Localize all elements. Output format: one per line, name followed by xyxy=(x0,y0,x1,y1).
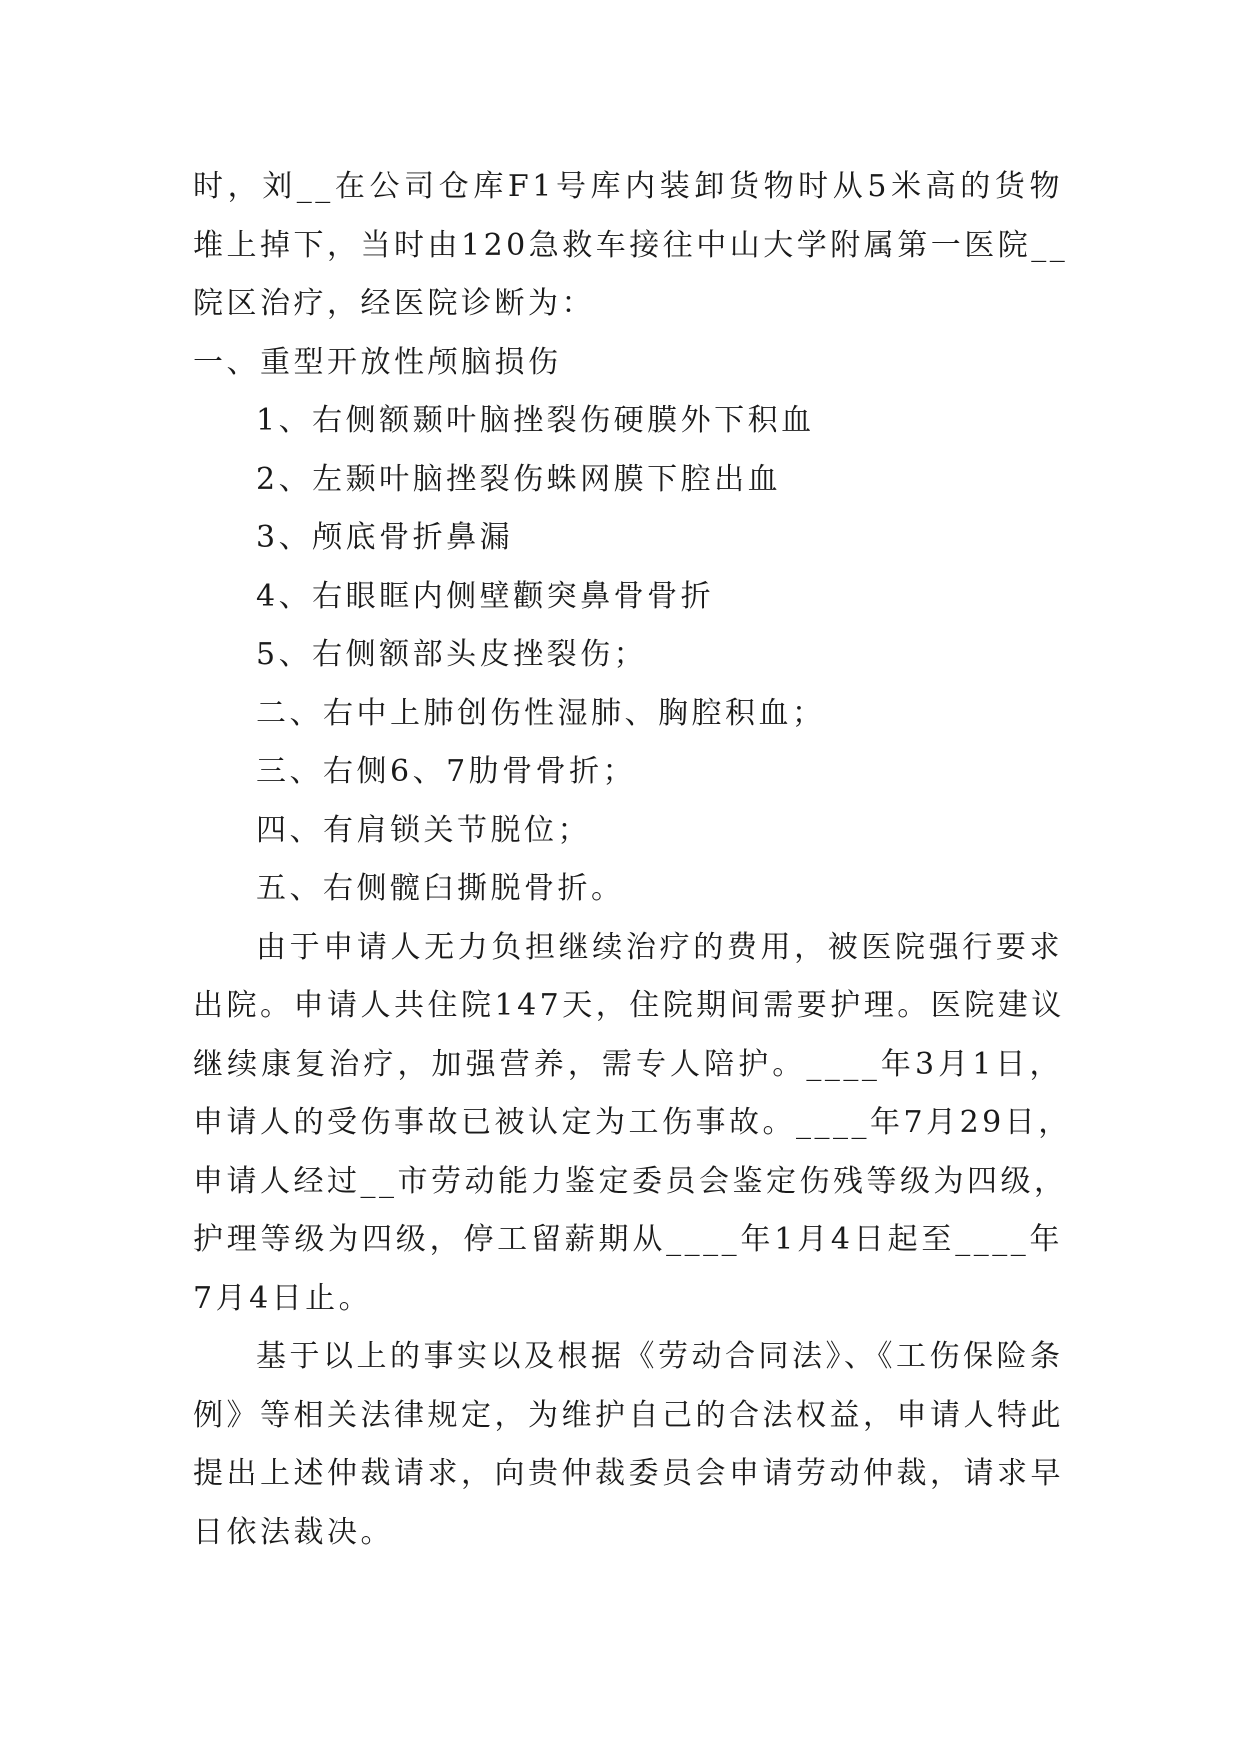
paragraph-line: 出院。申请人共住院147天，住院期间需要护理。医院建议 xyxy=(193,988,1065,1023)
paragraph-line: 提出上述仲裁请求，向贵仲裁委员会申请劳动仲裁，请求早 xyxy=(193,1456,1064,1491)
paragraph-line: 申请人经过__市劳动能力鉴定委员会鉴定伤残等级为四级， xyxy=(193,1163,1068,1199)
paragraph-line: 护理等级为四级，停工留薪期从____年1月4日起至____年 xyxy=(193,1222,1063,1257)
diagnosis-item: 2、左颞叶脑挫裂伤蛛网膜下腔出血 xyxy=(256,461,782,497)
diagnosis-item: 四、有肩锁关节脱位； xyxy=(256,812,591,848)
paragraph-line: 例》等相关法律规定，为维护自己的合法权益，申请人特此 xyxy=(193,1397,1064,1433)
diagnosis-heading: 一、重型开放性颅脑损伤 xyxy=(193,344,562,380)
diagnosis-item: 二、右中上肺创伤性湿肺、胸腔积血； xyxy=(256,695,826,731)
paragraph-line: 继续康复治疗，加强营养，需专人陪护。____年3月1日， xyxy=(193,1046,1063,1082)
diagnosis-item: 1、右侧额颞叶脑挫裂伤硬膜外下积血 xyxy=(256,403,815,438)
diagnosis-item: 5、右侧额部头皮挫裂伤； xyxy=(256,637,648,672)
text-line: 时，刘__在公司仓库F1号库内装卸货物时从5米高的货物 xyxy=(193,169,1063,204)
diagnosis-item: 4、右眼眶内侧壁颧突鼻骨骨折 xyxy=(256,578,715,614)
diagnosis-item: 三、右侧6、7肋骨骨折； xyxy=(256,754,637,789)
diagnosis-item: 五、右侧髋臼撕脱骨折。 xyxy=(256,871,625,906)
paragraph-line: 日依法裁决。 xyxy=(193,1514,394,1550)
paragraph-line: 7月4日止。 xyxy=(193,1280,373,1316)
paragraph-line: 由于申请人无力负担继续治疗的费用，被医院强行要求 xyxy=(256,929,1063,965)
text-line: 院区治疗，经医院诊断为： xyxy=(193,286,595,321)
paragraph-line: 申请人的受伤事故已被认定为工伤事故。____年7月29日， xyxy=(193,1105,1072,1140)
document-body xyxy=(193,158,1072,1562)
text-line: 堆上掉下，当时由120急救车接往中山大学附属第一医院__ xyxy=(193,227,1069,263)
paragraph-line: 基于以上的事实以及根据《劳动合同法》、《工伤保险条 xyxy=(256,1339,1064,1374)
diagnosis-item: 3、颅底骨折鼻漏 xyxy=(256,520,514,555)
